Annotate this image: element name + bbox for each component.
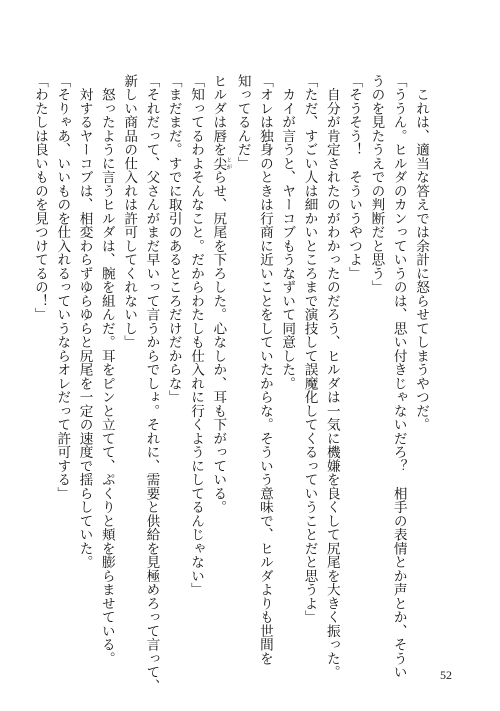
text-line-with-ruby (207, 74, 231, 634)
text-line: これは、適当な答えでは余計に怒らせてしまうやつだ。 (413, 74, 429, 432)
text-line: 新しい商品の仕入れは許可してくれないし」 (121, 74, 138, 349)
text-line: 怒ったように言うヒルダは、腕を組んだ。耳をピンと立てて、ぷくりと頬を膨らませている。 (98, 74, 115, 666)
text-line: カイが言うと、ヤーコブもうなずいて同意した。 (279, 74, 296, 391)
ruby-annotation: 尖 とが (210, 156, 232, 171)
text-line: 自分が肯定されたのがわかったのだろう、ヒルダは一気に機嫌を良くして尻尾を大きく振った。 (323, 74, 340, 679)
page-number: 52 (440, 668, 452, 682)
text-line: 「知ってるわよそんなこと。だからわたしも仕入れに行くようにしてるんじゃない」 (188, 74, 205, 597)
text-line: 「オレは独身のときは行商に近いことをしていたからな。そういう意味で、ヒルダよりも世間を (256, 74, 273, 666)
text-line: 「そりゃあ、いいものを仕入れるっていうならオレだって許可する」 (54, 74, 71, 501)
text-line: 「まだまだ。すでに取引のあるところだけだからな」 (165, 74, 182, 404)
text-line: 「そうそう！ そういうやつよ」 (346, 74, 363, 281)
text-line: 「ううん。ヒルダのカンっていうのは、思い付きじゃないだろ？ 相手の表情とか声とか、そうい (390, 74, 407, 679)
text-line: 知ってるんだ」 (234, 74, 251, 171)
ruby-reading: とが (225, 156, 232, 171)
vertical-text-block (29, 74, 432, 693)
text-line: 「ただ、すごい人は細かいところまで演技して誤魔化してくるっていうことだと思うよ」 (301, 74, 318, 624)
text-line: 「わたしは良いものを見つけてるの！」 (31, 74, 48, 322)
text-line: 対するヤーコブは、相変わらずゆらゆらと尻尾を一定の速度で揺らしていた。 (76, 74, 93, 569)
text-line: 「それだって、父さんがまだ早いって言うからでしょ。それに、需要と供給を見極めろって言って、 (143, 74, 160, 693)
text-line: うのを見たうえでの判断だと思う」 (368, 74, 385, 294)
ruby-line-content: ヒルダは唇を尖 とがらせ、尻尾を下ろした。心なしか、耳も下がっている。 (210, 74, 232, 514)
